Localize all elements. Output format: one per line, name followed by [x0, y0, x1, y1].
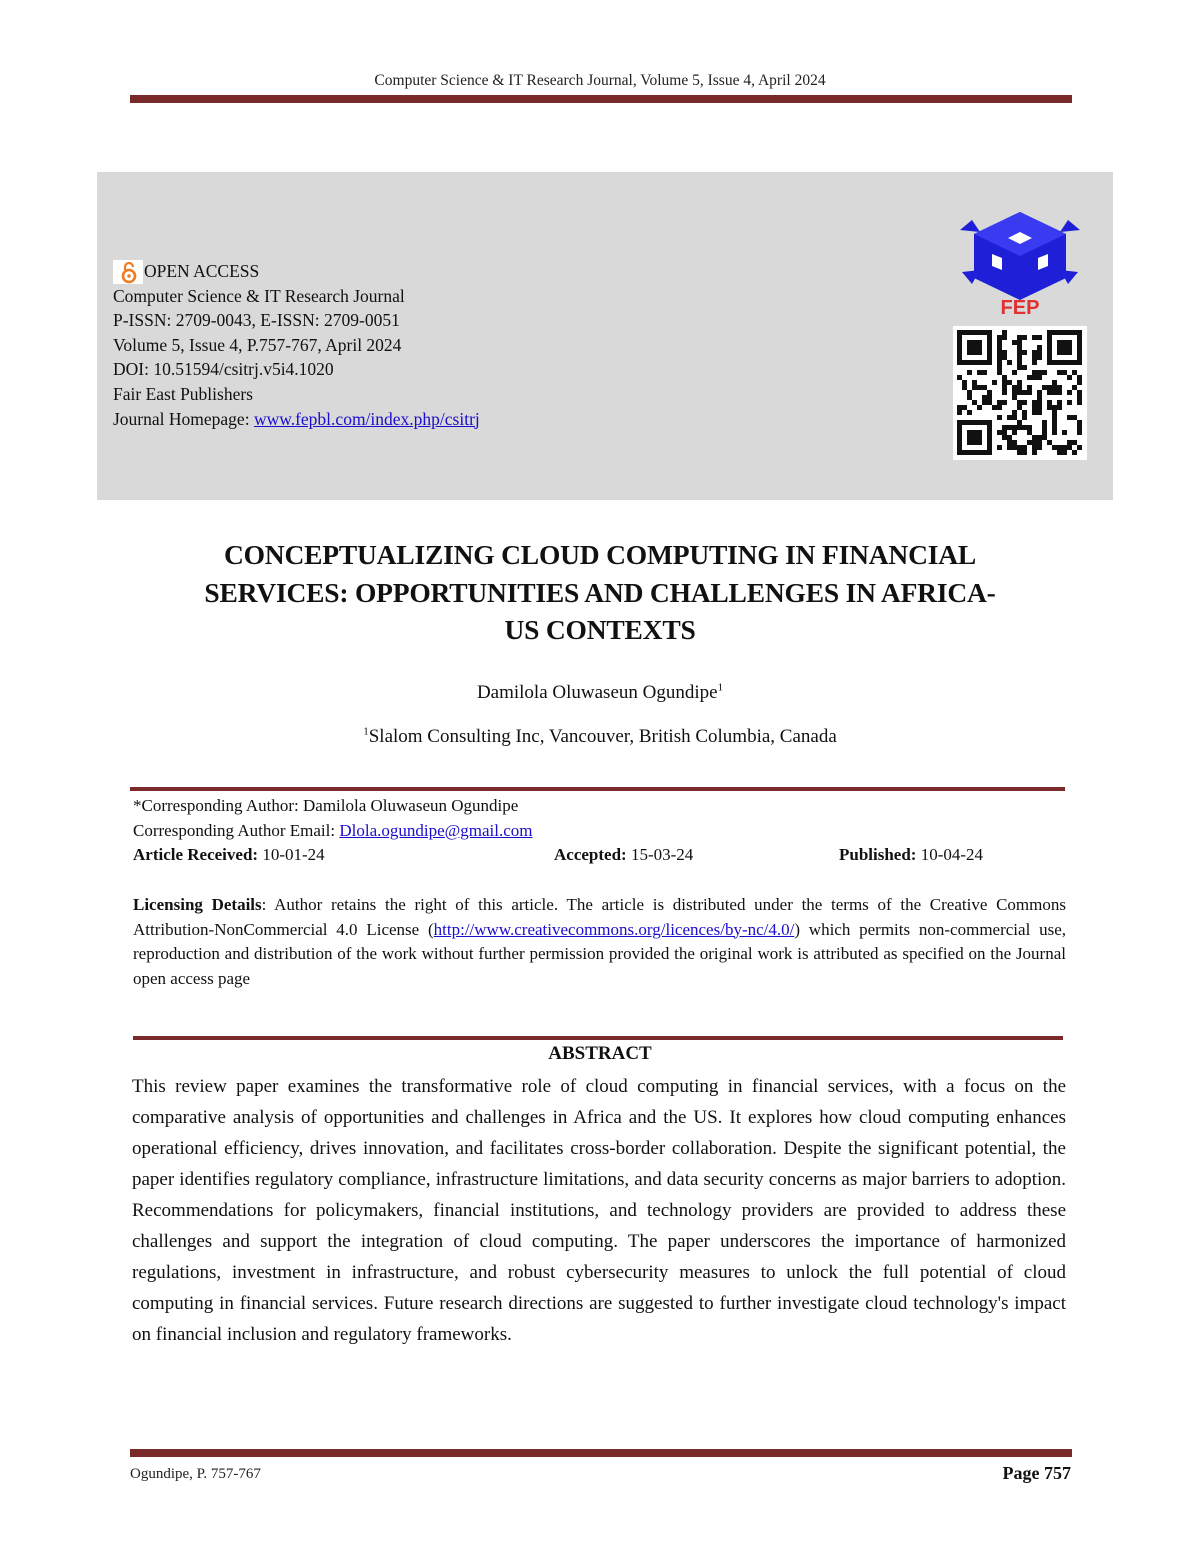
author-name: Damilola Oluwaseun Ogundipe	[476, 682, 718, 703]
accepted-label: Accepted:	[554, 845, 627, 864]
footer-rule	[130, 1449, 1072, 1457]
qr-code	[953, 326, 1087, 460]
author-line	[0, 682, 1200, 704]
author-superscript: 1	[717, 681, 724, 694]
volume-info: Volume 5, Issue 4, P.757-767, April 2024	[113, 334, 402, 355]
open-access-label: OPEN ACCESS	[144, 261, 260, 281]
affiliation: Slalom Consulting Inc, Vancouver, British Columbia, Canada	[368, 726, 837, 747]
license-link[interactable]: http://www.creativecommons.org/licences/by-nc/4.0/	[433, 919, 795, 939]
accepted-value: 15-03-24	[626, 845, 694, 864]
published-date	[839, 843, 983, 868]
title-line-2: SERVICES: OPPORTUNITIES AND CHALLENGES IN AFRICA-	[204, 576, 996, 608]
dates-row	[133, 843, 1068, 868]
corresponding-author: *Corresponding Author: Damilola Oluwaseun Ogundipe	[133, 796, 519, 815]
affiliation-superscript: 1	[363, 725, 369, 738]
journal-info	[113, 259, 480, 431]
licensing-label: Licensing Details	[133, 895, 262, 914]
open-access-icon	[113, 260, 143, 284]
published-value: 10-04-24	[916, 845, 984, 864]
publisher: Fair East Publishers	[113, 383, 253, 404]
header-rule	[130, 95, 1072, 103]
meta-rule	[130, 787, 1065, 791]
doi: DOI: 10.51594/csitrj.v5i4.1020	[113, 359, 334, 380]
article-title	[120, 536, 1080, 649]
footer-citation: Ogundipe, P. 757-767	[130, 1466, 261, 1482]
affiliation-line	[0, 726, 1200, 748]
title-line-3: US CONTEXTS	[504, 614, 696, 645]
title-line-1: CONCEPTUALIZING CLOUD COMPUTING IN FINANCIAL	[223, 539, 977, 570]
page-number: Page 757	[1002, 1463, 1071, 1483]
fep-logo-text: FEP	[1000, 297, 1040, 318]
email-label: Corresponding Author Email:	[133, 820, 340, 840]
licensing-text-1: : Author retains the right of this article. The article is distributed under the terms of the Creative Commons Attribution-NonCommercial 4.0 License (	[133, 895, 1066, 939]
abstract-text: This review paper examines the transformative role of cloud computing in financial services, with a focus on the comparative analysis of opportunities and challenges in Africa and the US. It explores how cloud computing enhances operational efficiency, drives innovation, and facilitates cross-border collaboration. Despite the significant potential, the paper identifies regulatory compliance, infrastructure limitations, and data security concerns as major barriers to adoption. Recommendations for policymakers, financial institutions, and technology providers are provided to address these challenges and support the integration of cloud computing. The paper underscores the importance of harmonized regulations, investment in infrastructure, and robust cybersecurity measures to unlock the full potential of cloud computing in financial services. Future research directions are suggested to further investigate cloud technology's impact on financial inclusion and regulatory frameworks.	[132, 1076, 1066, 1345]
received-label: Article Received:	[133, 845, 259, 864]
email-line	[133, 819, 1068, 844]
homepage-line	[113, 407, 480, 432]
article-meta	[133, 794, 1068, 868]
homepage-link[interactable]: www.fepbl.com/index.php/csitrj	[253, 408, 480, 429]
issn: P-ISSN: 2709-0043, E-ISSN: 2709-0051	[113, 310, 400, 331]
accepted-date	[554, 843, 839, 868]
running-header: Computer Science & IT Research Journal, Volume 5, Issue 4, April 2024	[374, 72, 826, 89]
licensing-details	[133, 893, 1066, 991]
fep-logo	[958, 210, 1082, 318]
journal-name: Computer Science & IT Research Journal	[113, 285, 405, 306]
received-value: 10-01-24	[258, 845, 325, 864]
published-label: Published:	[839, 845, 917, 864]
licensing-text-2: ) which permits non-commercial use, reproduction and distribution of the work without further permission provided the original work is attributed as specified on the Journal open access page	[133, 919, 1066, 988]
abstract-rule	[133, 1036, 1063, 1040]
homepage-label: Journal Homepage:	[113, 408, 254, 429]
email-link[interactable]: Dlola.ogundipe@gmail.com	[339, 820, 533, 840]
received-date	[133, 843, 554, 868]
abstract-heading: ABSTRACT	[548, 1043, 652, 1064]
